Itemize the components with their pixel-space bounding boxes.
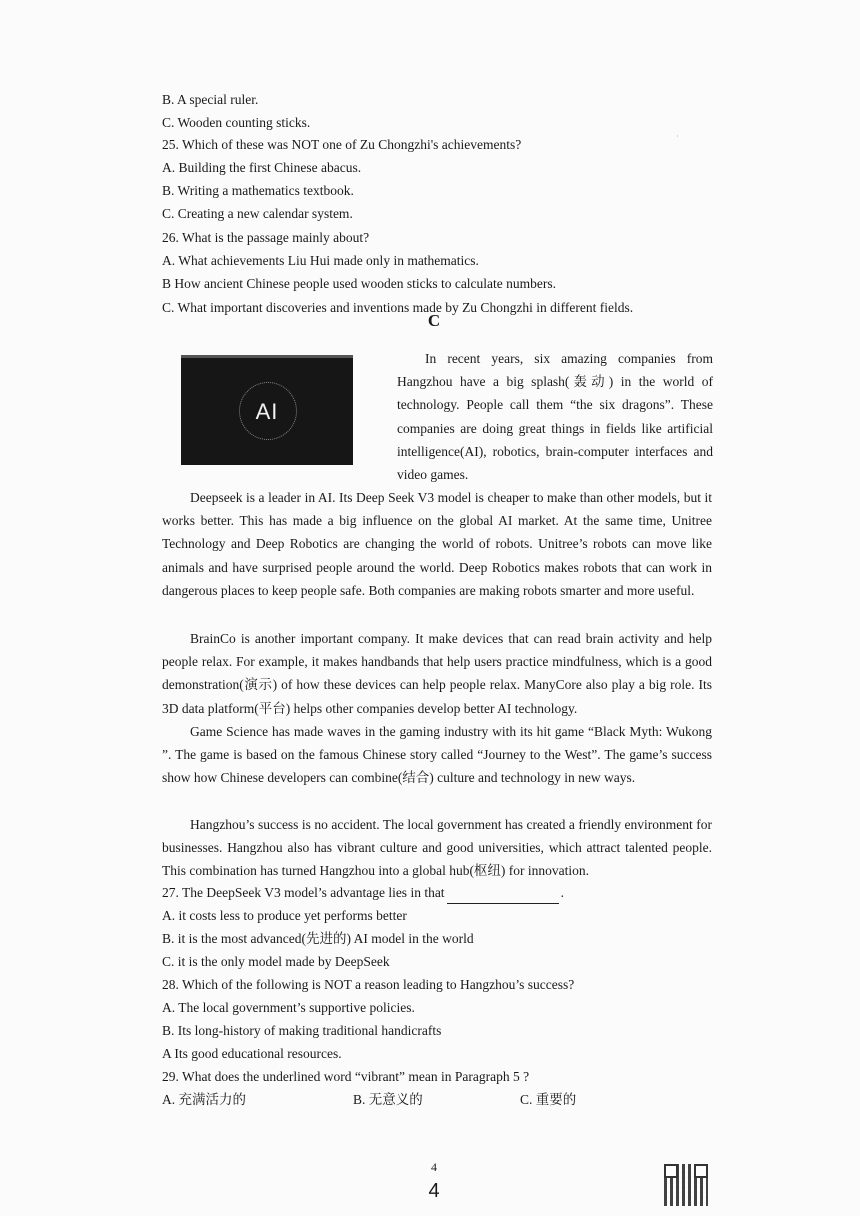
q27-option-c: C. it is the only model made by DeepSeek — [162, 954, 390, 969]
page-number-small: 4 — [431, 1160, 437, 1174]
passage-paragraph-5: Hangzhou’s success is no accident. The local government has created a friendly environment for businesses. Hangzhou also has vibrant culture and good universities, which attract talented people. This combination has turned Hangzhou into a global hub(枢纽) for innovation. — [162, 817, 712, 879]
ai-glow-ring — [239, 382, 297, 440]
q26-option-c: C. What important discoveries and inventions made by Zu Chongzhi in different fields. — [162, 300, 634, 315]
q25-option-a: A. Building the first Chinese abacus. — [162, 160, 362, 175]
ai-image — [181, 355, 353, 465]
q25-option-b: B. Writing a mathematics textbook. — [162, 183, 354, 198]
q27-option-b: B. it is the most advanced(先进的) AI model in the world — [162, 931, 474, 946]
q25-option-c: C. Creating a new calendar system. — [162, 206, 353, 221]
prev-option-c: C. Wooden counting sticks. — [162, 115, 311, 130]
q27-stem — [162, 881, 714, 904]
q28-option-a: A. The local government’s supportive policies. — [162, 1000, 415, 1015]
q29-stem: 29. What does the underlined word “vibrant” mean in Paragraph 5 ? — [162, 1069, 530, 1084]
q29-option-c: C. 重要的 — [520, 1092, 577, 1107]
q26-option-a: A. What achievements Liu Hui made only in mathematics. — [162, 253, 479, 268]
q26-stem: 26. What is the passage mainly about? — [162, 230, 370, 245]
ai-image-text: AI — [255, 398, 279, 424]
qr-code — [664, 1164, 708, 1206]
q27-stem-end: . — [560, 885, 564, 900]
passage-paragraph-4: Game Science has made waves in the gaming industry with its hit game “Black Myth: Wukong ”. The game is based on the famous Chinese story called “Journey to the West”. The game’s success show how Chinese developers can combine(结合) culture and technology in new ways. — [162, 724, 712, 786]
q29-option-a: A. 充满活力的 — [162, 1092, 246, 1107]
section-letter: C — [427, 311, 441, 330]
page-number-large: 4 — [428, 1180, 440, 1202]
answer-blank — [447, 889, 559, 904]
q25-stem: 25. Which of these was NOT one of Zu Chongzhi's achievements? — [162, 137, 522, 152]
q27-option-a: A. it costs less to produce yet performs better — [162, 908, 407, 923]
prev-option-b: B. A special ruler. — [162, 92, 259, 107]
q27-stem-text: 27. The DeepSeek V3 model’s advantage lies in that — [162, 885, 445, 900]
passage-paragraph-2: Deepseek is a leader in AI. Its Deep Seek V3 model is cheaper to make than other models, but it works better. This has made a big influence on the global AI market. At the same time, Unitree Technology and Deep Robotics are changing the world of robots. Unitree’s robots can move like animals and have surprised people around the world. Deep Robotics makes robots that can work in dangerous places to keep people safe. Both companies are making robots smarter and more useful. — [162, 490, 712, 598]
q28-option-b: B. Its long-history of making traditional handicrafts — [162, 1023, 442, 1038]
passage-intro: In recent years, six amazing companies from Hangzhou have a big splash(轰动) in the world of technology. People call them “the six dragons”. These companies are doing great things in fields like artificial intelligence(AI), robotics, brain-computer interfaces and video games. — [397, 351, 713, 483]
passage-paragraph-3: BrainCo is another important company. It make devices that can read brain activity and help people relax. For example, it makes handbands that help users practice mindfulness, which is a good demonstration(演示) of how these devices can help people relax. ManyCore also play a big role. Its 3D data platform(平台) helps other companies develop better AI technology. — [162, 631, 712, 716]
q28-stem: 28. Which of the following is NOT a reason leading to Hangzhou’s success? — [162, 977, 575, 992]
scan-mark: ˙ — [676, 134, 679, 144]
q29-option-b: B. 无意义的 — [353, 1092, 423, 1107]
q26-option-b: B How ancient Chinese people used wooden sticks to calculate numbers. — [162, 276, 557, 291]
q28-option-c: A Its good educational resources. — [162, 1046, 342, 1061]
